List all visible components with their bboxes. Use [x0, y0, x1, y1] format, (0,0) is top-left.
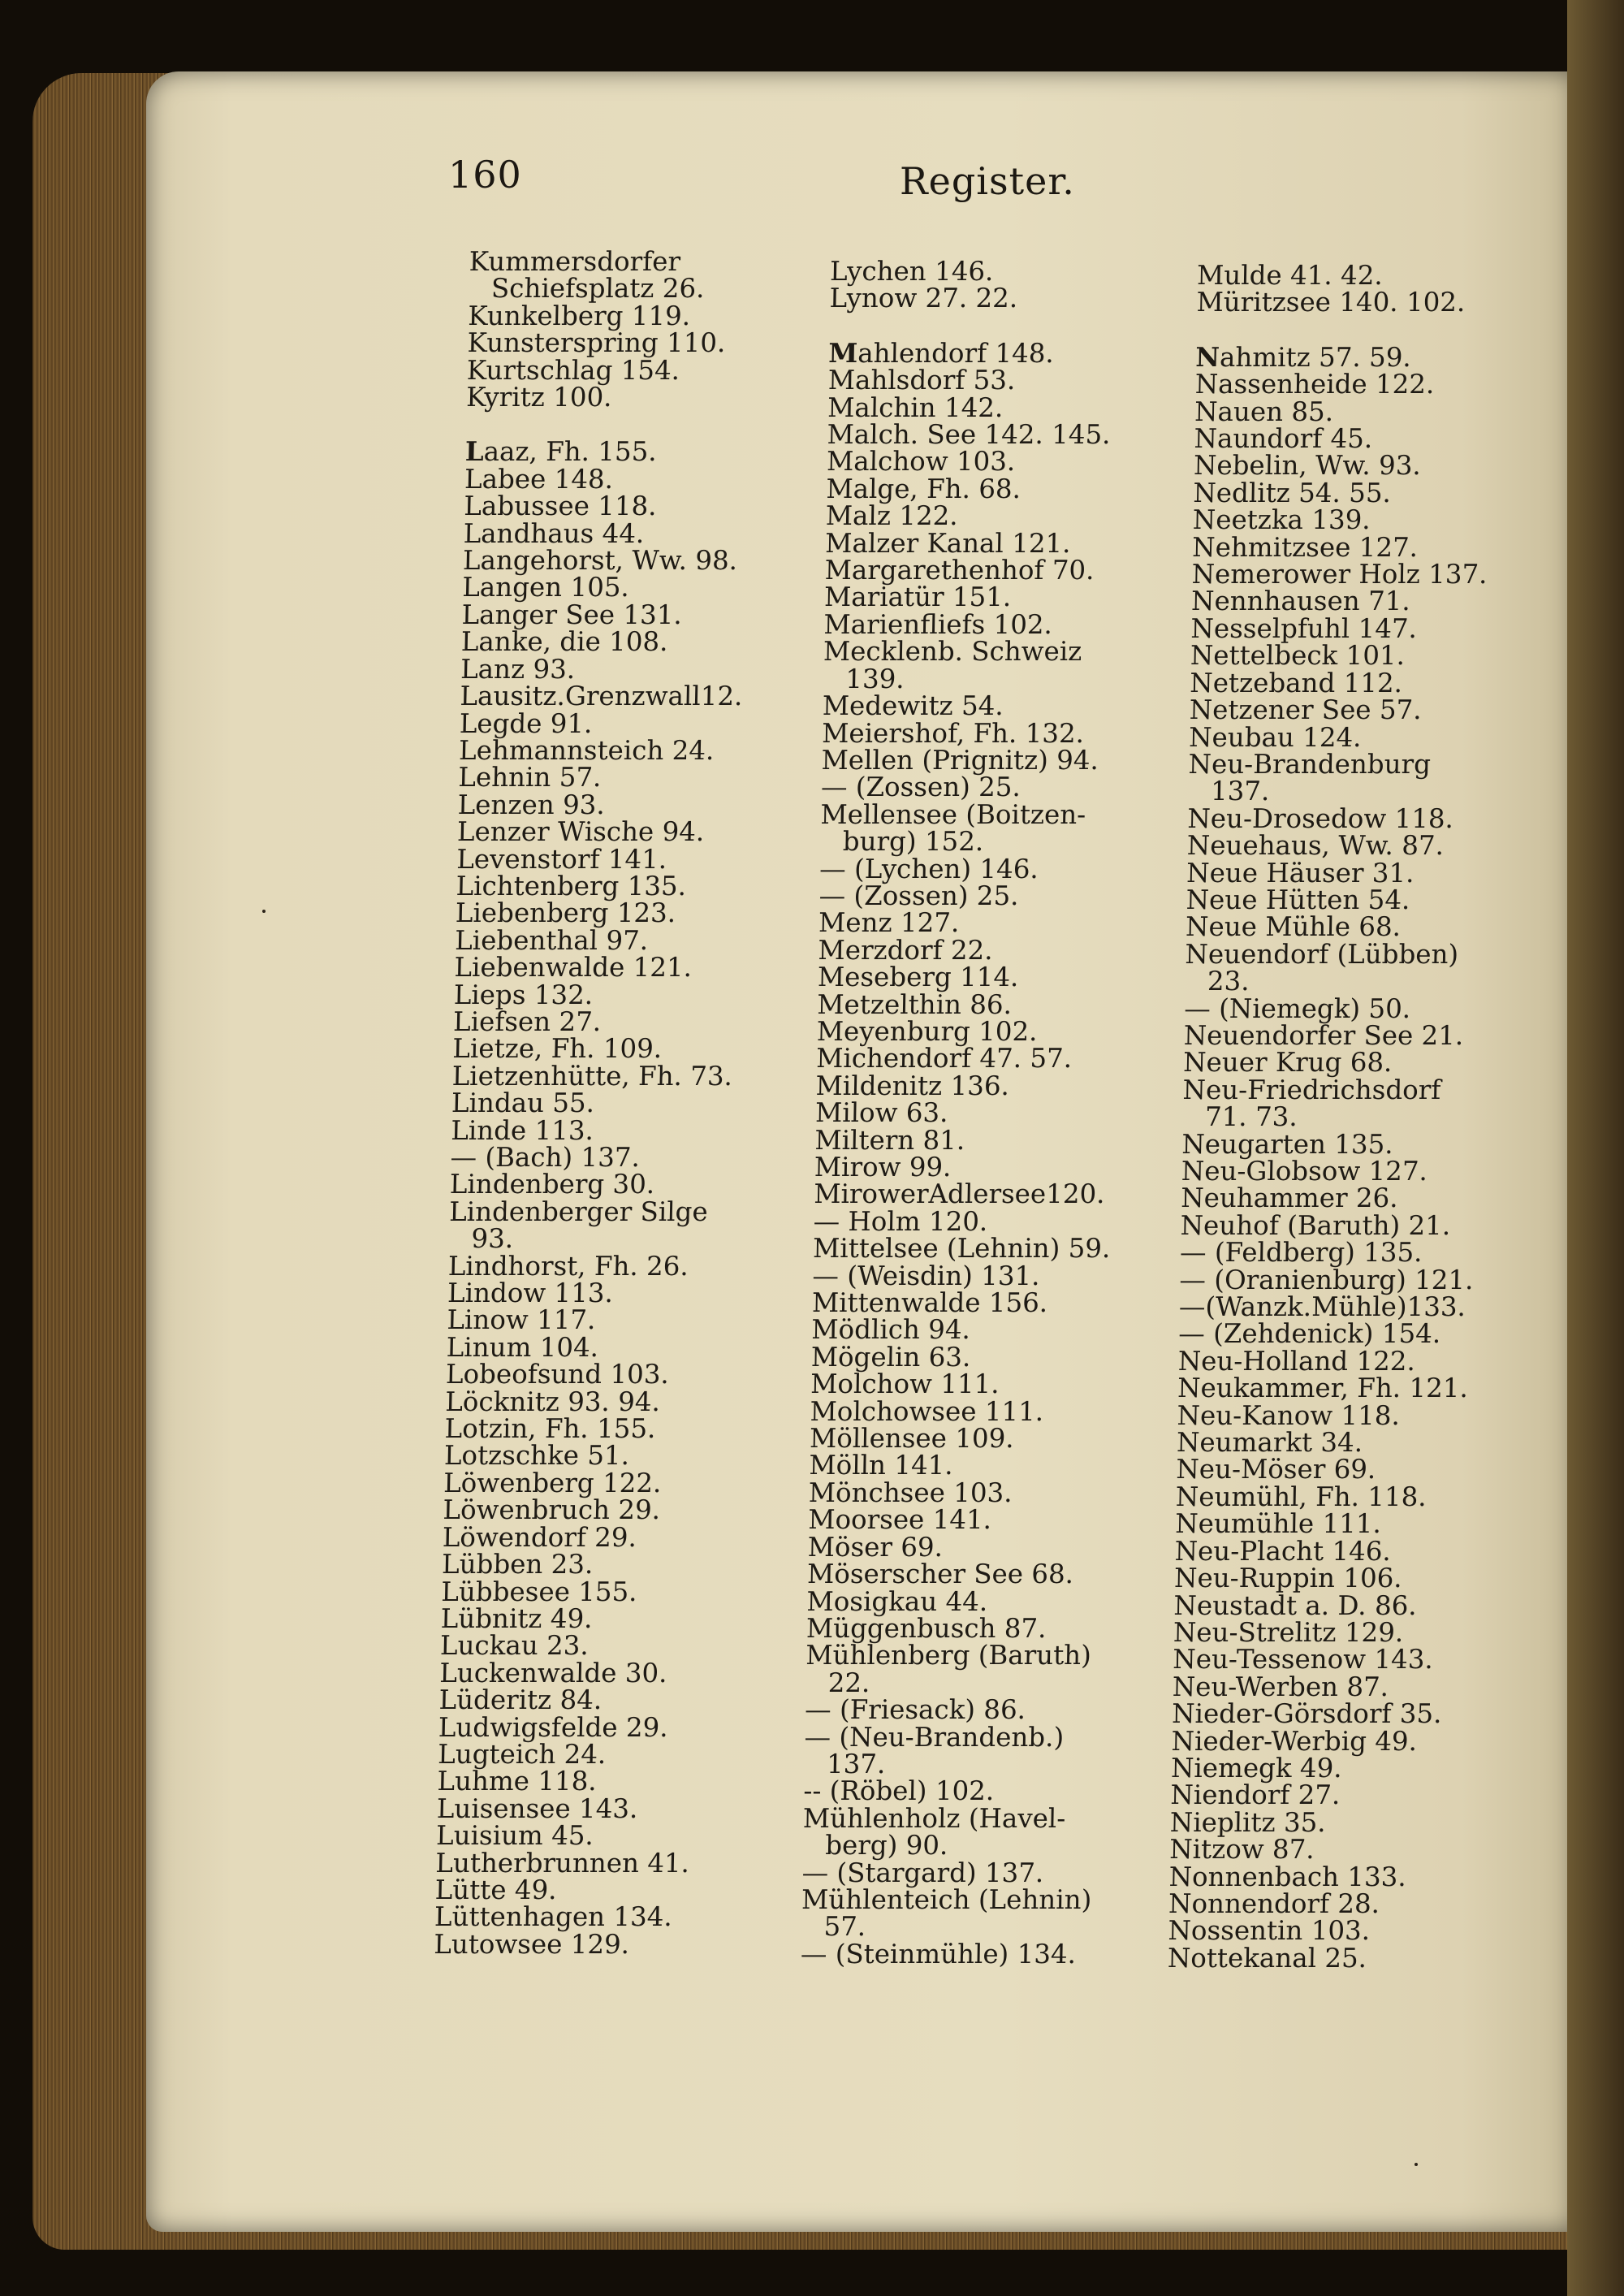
index-column-3 [1168, 262, 1493, 1972]
index-entry: Luckenwalde 30. [438, 1657, 667, 1688]
index-entry: Neumarkt 34. [1176, 1427, 1363, 1459]
index-entry: — (Oranienburg) 121. [1179, 1264, 1474, 1295]
section-initial: M [828, 336, 858, 369]
index-entry: Nesselpfuhl 147. [1190, 612, 1418, 644]
index-entry: Neuhof (Baruth) 21. [1180, 1209, 1451, 1241]
index-entry: Löwenbruch 29. [443, 1494, 661, 1526]
index-entry: Meseberg 114. [817, 962, 1019, 993]
index-entry: Meiershof, Fh. 132. [821, 717, 1085, 749]
index-entry: Lobeofsund 103. [445, 1359, 670, 1390]
index-entry: Legde 91. [459, 707, 593, 739]
index-entry: Malchow 103. [826, 446, 1016, 478]
index-entry: — (Friesack) 86. [804, 1694, 1026, 1726]
index-entry: Möserscher See 68. [806, 1559, 1074, 1590]
index-entry: Neetzka 139. [1192, 504, 1371, 536]
index-entry: Molchow 111. [810, 1369, 1000, 1400]
index-entry: Nennhausen 71. [1190, 586, 1411, 617]
index-entry: — (Steinmühle) 134. [800, 1938, 1077, 1970]
index-entry: Lübben 23. [441, 1549, 594, 1580]
index-entry: Mellen (Prignitz) 94. [821, 744, 1099, 776]
index-entry: Naundorf 45. [1194, 423, 1373, 455]
index-entry: 71. 73. [1204, 1101, 1298, 1133]
index-entry: Linum 104. [446, 1331, 599, 1363]
index-entry: Lindow 113. [447, 1278, 614, 1309]
index-entry: Lausitz.Grenzwall12. [460, 681, 743, 712]
index-entry: Neugarten 135. [1181, 1128, 1394, 1160]
index-entry: Malch. See 142. 145. [827, 419, 1111, 451]
index-entry: 57. [823, 1911, 866, 1943]
index-entry: Löwendorf 29. [442, 1521, 637, 1553]
index-entry: 137. [826, 1748, 886, 1779]
index-entry: Neumühl, Fh. 118. [1175, 1481, 1427, 1512]
index-entry: Medewitz 54. [822, 690, 1004, 722]
index-entry: Langen 105. [461, 572, 630, 603]
index-entry: Michendorf 47. 57. [815, 1043, 1073, 1074]
index-entry: — (Zossen) 25. [820, 772, 1021, 803]
index-entry: MirowerAdlersee120. [813, 1178, 1105, 1210]
index-entry: 22. [827, 1667, 870, 1698]
index-entry: Mulde 41. 42. [1196, 260, 1384, 291]
index-entry: — (Lychen) 146. [818, 853, 1039, 884]
index-entry: Linde 113. [450, 1114, 594, 1146]
index-entry: Lübnitz 49. [440, 1602, 593, 1634]
index-entry: Lenzen 93. [457, 789, 606, 820]
index-entry: — (Zehdenick) 154. [1178, 1318, 1441, 1350]
index-entry: Luhme 118. [437, 1766, 598, 1797]
index-entry: Nitzow 87. [1168, 1834, 1315, 1866]
index-entry: Molchowsee 111. [810, 1395, 1044, 1427]
index-entry: Nebelin, Ww. 93. [1193, 450, 1422, 482]
index-entry: Neubau 124. [1188, 721, 1362, 753]
index-entry: Mildenitz 136. [815, 1070, 1010, 1101]
index-entry: Lugteich 24. [437, 1738, 607, 1770]
index-entry: Lübbesee 155. [441, 1576, 638, 1607]
index-entry: 137. [1210, 776, 1270, 807]
index-entry: Lüderitz 84. [438, 1684, 603, 1716]
index-entry: Mittenwalde 156. [811, 1287, 1048, 1319]
index-entry: berg) 90. [824, 1830, 948, 1861]
index-entry: Lanz 93. [460, 653, 576, 685]
index-entry: Nauen 85. [1194, 396, 1334, 427]
index-entry: Nossentin 103. [1168, 1915, 1371, 1947]
index-entry: — (Weisdin) 131. [812, 1260, 1040, 1291]
index-entry: 139. [845, 663, 905, 694]
entry-text: ahmitz 57. 59. [1219, 341, 1412, 373]
index-entry: Luisium 45. [435, 1820, 594, 1852]
index-entry: Lindenberg 30. [449, 1169, 655, 1200]
index-entry: Liebenthal 97. [454, 924, 649, 956]
index-entry: Labussee 118. [464, 491, 658, 522]
index-entry: Löcknitz 93. 94. [444, 1386, 661, 1417]
index-entry: Netzener See 57. [1189, 694, 1422, 726]
index-entry: Neuehaus, Ww. 87. [1186, 830, 1445, 862]
index-entry: Lenzer Wische 94. [456, 816, 705, 848]
index-entry: Lütte 49. [434, 1874, 558, 1905]
page-number: 160 [448, 153, 522, 197]
page-gutter [1567, 0, 1624, 2296]
index-entry: Neu-Globsow 127. [1181, 1156, 1428, 1187]
index-entry: Metzelthin 86. [817, 988, 1013, 1020]
index-entry: Malz 122. [825, 500, 959, 532]
index-entry: Neuer Krug 68. [1182, 1047, 1393, 1079]
index-entry: Nieplitz 35. [1169, 1806, 1327, 1838]
index-entry: Ludwigsfelde 29. [438, 1711, 669, 1743]
index-entry: burg) 152. [842, 826, 984, 858]
index-entry: 93. [471, 1223, 514, 1255]
index-entry: Netzeband 112. [1190, 667, 1403, 698]
index-entry: Nonnendorf 28. [1168, 1887, 1380, 1919]
index-entry: Nieder-Görsdorf 35. [1171, 1698, 1442, 1730]
index-entry: Merzdorf 22. [818, 934, 993, 966]
index-entry: Miltern 81. [814, 1124, 965, 1156]
index-entry: Milow 63. [814, 1097, 948, 1129]
index-entry: Liebenwalde 121. [454, 952, 693, 984]
index-entry: Mölln 141. [809, 1450, 954, 1481]
index-column-2 [801, 258, 1128, 1968]
index-entry: —(Wanzk.Mühle)133. [1178, 1291, 1466, 1323]
index-column-1 [433, 246, 752, 1960]
index-entry: Labee 148. [464, 463, 614, 495]
index-entry: Mühlenteich (Lehnin) [801, 1883, 1092, 1915]
index-entry: Lüttenhagen 134. [434, 1901, 673, 1933]
index-entry: Nemerower Holz 137. [1191, 559, 1488, 590]
index-entry: Neuhammer 26. [1180, 1183, 1398, 1214]
index-entry: Lychen 146. [829, 256, 994, 287]
running-title: Register. [900, 159, 1075, 203]
index-entry: Liefsen 27. [452, 1005, 602, 1037]
index-entry: Niendorf 27. [1170, 1779, 1341, 1811]
index-entry: Lanke, die 108. [460, 626, 668, 658]
index-entry: Lotzschke 51. [443, 1440, 630, 1472]
index-entry: 23. [1207, 966, 1250, 997]
entry-text: ahlendorf 148. [857, 337, 1055, 369]
index-entry: Neue Mühle 68. [1185, 911, 1402, 943]
section-initial: L [464, 435, 485, 468]
index-entry: Luckau 23. [439, 1630, 590, 1662]
index-entry: Schiefsplatz 26. [490, 273, 705, 305]
index-entry: Möser 69. [807, 1531, 944, 1563]
index-entry: — (Niemegk) 50. [1184, 992, 1411, 1024]
index-entry: Luisensee 143. [436, 1792, 638, 1824]
index-entry: Nieder-Werbig 49. [1171, 1725, 1418, 1757]
index-entry: Neu-Werben 87. [1172, 1671, 1389, 1702]
index-entry: Lynow 27. 22. [829, 283, 1018, 314]
index-entry: Neumühle 111. [1174, 1508, 1382, 1540]
entry-text: aaz, Fh. 155. [483, 436, 658, 468]
index-entry: -- (Röbel) 102. [803, 1775, 995, 1807]
index-entry: Neue Hütten 54. [1186, 884, 1410, 915]
index-entry: Neu-Möser 69. [1176, 1454, 1376, 1485]
index-entry: Marienfliefs 102. [823, 608, 1053, 640]
index-entry: Lotzin, Fh. 155. [444, 1413, 656, 1445]
section-initial: N [1195, 340, 1220, 373]
index-entry: Neue Häuser 31. [1186, 857, 1415, 889]
paper-speck [262, 910, 266, 913]
index-entry: Nehmitzsee 127. [1191, 531, 1419, 563]
index-entry: — (Feldberg) 135. [1179, 1237, 1423, 1269]
index-entry: Nottekanal 25. [1167, 1942, 1367, 1974]
index-entry: Meyenburg 102. [816, 1015, 1038, 1047]
index-entry: Nonnenbach 133. [1168, 1861, 1407, 1892]
index-entry: Neu-Friedrichsdorf [1182, 1074, 1441, 1105]
index-entry: Mühlenholz (Havel- [802, 1802, 1066, 1834]
index-entry: Lehnin 57. [458, 762, 602, 793]
index-entry: Linow 117. [447, 1304, 596, 1336]
index-entry: Mögelin 63. [810, 1341, 971, 1373]
index-entry: Neu-Holland 122. [1177, 1345, 1416, 1377]
index-entry: Lietzenhütte, Fh. 73. [451, 1060, 733, 1092]
paper-speck [1415, 2163, 1418, 2166]
index-entry: Neu-Tessenow 143. [1173, 1644, 1434, 1676]
index-entry: Lutowsee 129. [433, 1928, 630, 1960]
index-entry: Moorsee 141. [807, 1504, 992, 1536]
index-entry: Neustadt a. D. 86. [1173, 1589, 1418, 1621]
index-entry: Margarethenhof 70. [824, 555, 1095, 586]
index-entry: Mecklenb. Schweiz [823, 636, 1082, 668]
index-entry: Kyritz 100. [465, 382, 612, 413]
index-entry [828, 336, 1126, 369]
index-entry: Mittelsee (Lehnin) 59. [812, 1233, 1111, 1265]
index-entry: — (Neu-Brandenb.) [804, 1721, 1065, 1753]
index-entry: Neu-Ruppin 106. [1173, 1563, 1403, 1594]
index-entry: Löwenberg 122. [443, 1467, 662, 1498]
index-entry: Lietze, Fh. 109. [452, 1033, 663, 1065]
index-entry: Mellensee (Boitzen- [820, 798, 1086, 830]
index-entry: Mahlsdorf 53. [827, 365, 1016, 396]
index-entry: Neuendorfer See 21. [1183, 1019, 1464, 1051]
index-entry: — (Bach) 137. [450, 1142, 641, 1173]
index-entry: Mirow 99. [814, 1152, 952, 1183]
index-entry: Langer See 131. [461, 599, 683, 630]
index-entry: Niemegk 49. [1170, 1752, 1342, 1784]
index-entry: Neu-Strelitz 129. [1173, 1616, 1404, 1648]
index-entry: Kummersdorfer [469, 246, 681, 277]
index-entry: Kunkelberg 119. [467, 300, 691, 331]
index-entry: Neu-Drosedow 118. [1187, 802, 1454, 834]
index-entry: Mühlenberg (Baruth) [806, 1640, 1092, 1671]
index-entry: Neu-Kanow 118. [1177, 1399, 1401, 1431]
index-entry: Nedlitz 54. 55. [1193, 477, 1392, 508]
index-entry: Neuendorf (Lübben) [1185, 938, 1459, 970]
index-entry: Neu-Brandenburg [1188, 748, 1432, 780]
index-entry: — (Stargard) 137. [801, 1857, 1044, 1888]
index-entry: Mönchsee 103. [808, 1477, 1013, 1508]
index-entry: Mosigkau 44. [806, 1585, 988, 1617]
index-entry: Lindau 55. [451, 1087, 595, 1119]
index-entry: Lindhorst, Fh. 26. [447, 1250, 689, 1282]
index-entry: Lieps 132. [453, 979, 594, 1010]
index-entry: Lehmannsteich 24. [458, 734, 715, 766]
index-entry: Nettelbeck 101. [1190, 640, 1406, 672]
index-entry: — Holm 120. [813, 1205, 988, 1237]
index-entry: Müritzsee 140. 102. [1196, 287, 1466, 318]
index-entry: Kurtschlag 154. [466, 354, 680, 386]
index-entry: Mödlich 94. [811, 1314, 971, 1346]
index-entry: Landhaus 44. [463, 517, 645, 549]
page-header [0, 153, 1624, 210]
index-entry: — (Zossen) 25. [818, 880, 1019, 911]
index-entry: Malzer Kanal 121. [824, 527, 1071, 559]
index-entry: Lutherbrunnen 41. [435, 1847, 690, 1879]
index-entry [1195, 340, 1491, 373]
index-entry: Levenstorf 141. [456, 843, 667, 875]
index-entry: Müggenbusch 87. [806, 1612, 1047, 1644]
index-entry: Menz 127. [818, 907, 960, 939]
index-entry: Liebenberg 123. [455, 897, 676, 929]
index-entry: Malge, Fh. 68. [826, 473, 1021, 504]
index-entry: Möllensee 109. [809, 1423, 1014, 1455]
index-entry: Kunsterspring 110. [467, 327, 726, 359]
index-entry: Lindenberger Silge [448, 1196, 709, 1227]
index-entry: Nassenheide 122. [1194, 369, 1435, 400]
index-entry: Malchin 142. [827, 391, 1004, 423]
index-entry [464, 435, 748, 468]
index-entry: Lichtenberg 135. [456, 870, 687, 902]
index-entry: Neukammer, Fh. 121. [1177, 1373, 1469, 1404]
index-entry: Neu-Placht 146. [1174, 1535, 1392, 1567]
index-entry: Langehorst, Ww. 98. [462, 545, 738, 577]
index-entry: Mariatür 151. [823, 582, 1012, 613]
